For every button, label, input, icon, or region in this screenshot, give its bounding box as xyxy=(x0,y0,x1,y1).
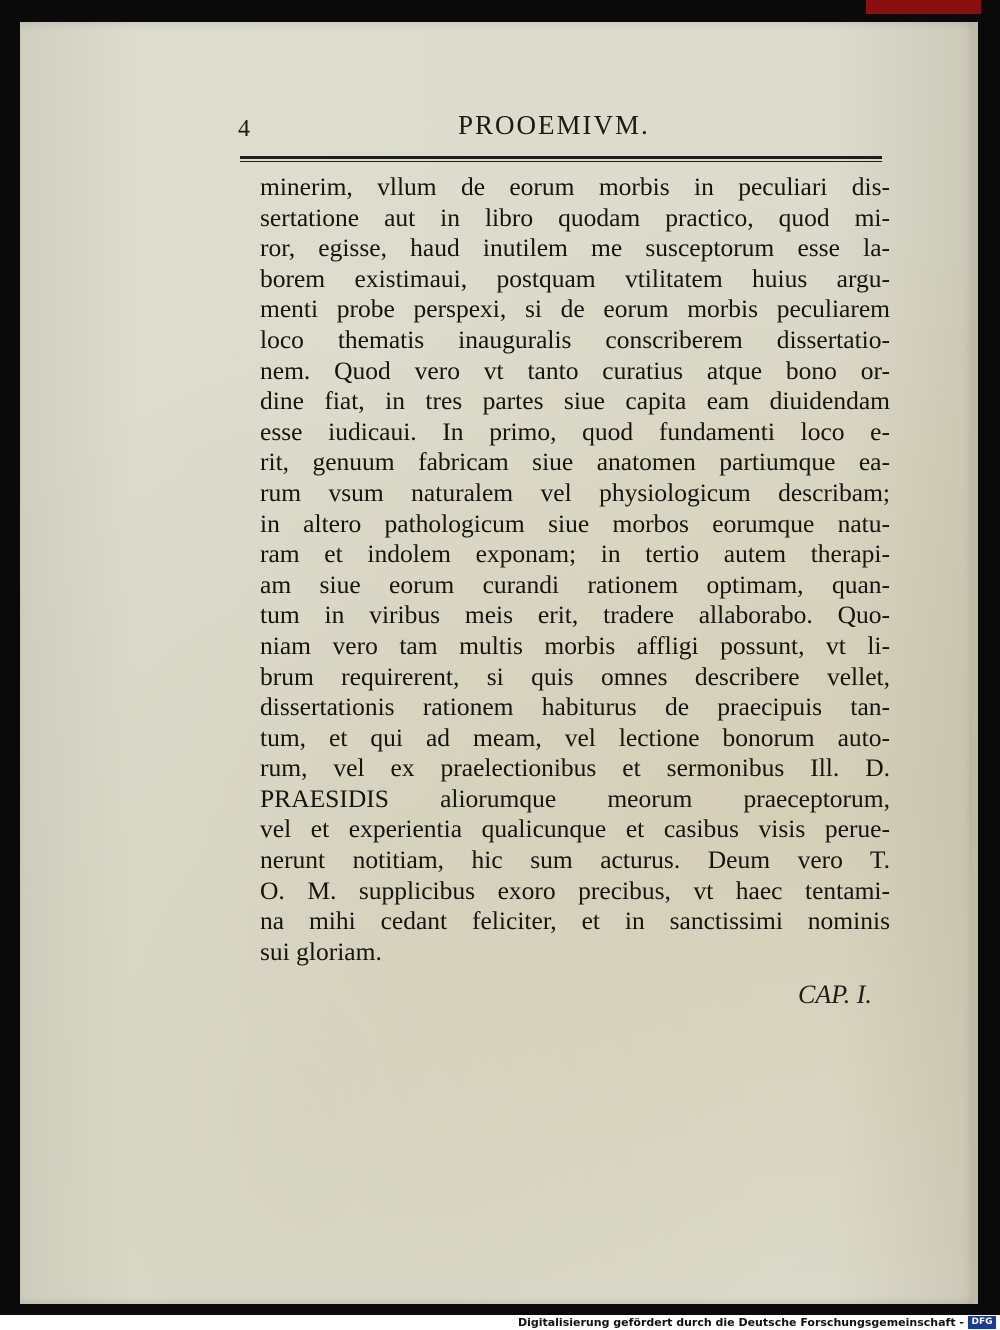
text-line: in altero pathologicum siue morbos eorumque natu- xyxy=(260,508,890,538)
text-line: nerunt notitiam, hic sum acturus. Deum vero T. xyxy=(260,845,890,875)
catchword: CAP. I. xyxy=(798,980,872,1009)
body-text xyxy=(260,172,890,967)
text-line: O. M. supplicibus exoro precibus, vt haec tentami- xyxy=(260,875,890,905)
text-line: minerim, vllum de eorum morbis in peculiari dis- xyxy=(260,172,890,201)
page-header xyxy=(238,102,883,142)
text-line-last: sui gloriam. xyxy=(260,936,382,966)
text-line: rit, genuum fabricam siue anatomen partiumque ea- xyxy=(260,447,890,477)
text-line: borem existimaui, postquam vtilitatem huius argu- xyxy=(260,263,890,293)
digitization-footer xyxy=(0,1315,1000,1330)
text-line: sertatione aut in libro quodam practico, quod mi- xyxy=(260,202,890,232)
text-line: tum, et qui ad meam, vel lectione bonorum auto- xyxy=(260,722,890,752)
text-line: menti probe perspexi, si de eorum morbis peculiarem xyxy=(260,294,890,324)
text-line: tum in viribus meis erit, tradere allaborabo. Quo- xyxy=(260,600,890,630)
footer-credit: Digitalisierung gefördert durch die Deutsche Forschungsgemeinschaft - xyxy=(517,1316,964,1329)
running-head: PROOEMIVM. xyxy=(458,110,650,140)
text-line: brum requirerent, si quis omnes describere vellet, xyxy=(260,661,890,691)
header-rule-thin xyxy=(240,161,882,162)
page-number: 4 xyxy=(238,116,250,142)
text-line: rum vsum naturalem vel physiologicum describam; xyxy=(260,477,890,507)
dfg-logo-icon: DFG xyxy=(968,1316,996,1329)
text-line: ror, egisse, haud inutilem me susceptorum esse la- xyxy=(260,233,890,263)
text-line: dine fiat, in tres partes siue capita eam diuidendam xyxy=(260,386,890,416)
text-line: ram et indolem exponam; in tertio autem therapi- xyxy=(260,539,890,569)
header-rule-thick xyxy=(240,156,882,159)
text-line: rum, vel ex praelectionibus et sermonibus Ill. D. xyxy=(260,753,890,783)
text-line: loco thematis inauguralis conscriberem dissertatio- xyxy=(260,324,890,354)
text-line: vel et experientia qualicunque et casibus visis perue- xyxy=(260,814,890,844)
text-line: am siue eorum curandi rationem optimam, quan- xyxy=(260,569,890,599)
text-line: PRAESIDIS aliorumque meorum praeceptorum, xyxy=(260,783,890,813)
text-line: niam vero tam multis morbis affligi possunt, vt li- xyxy=(260,630,890,660)
page-edge xyxy=(972,22,978,1304)
text-line: na mihi cedant feliciter, et in sanctissimi nominis xyxy=(260,906,890,936)
scan-corner-marker xyxy=(866,0,981,14)
text-line: dissertationis rationem habiturus de praecipuis tan- xyxy=(260,692,890,722)
text-line: esse iudicaui. In primo, quod fundamenti loco e- xyxy=(260,416,890,446)
text-line: nem. Quod vero vt tanto curatius atque bono or- xyxy=(260,355,890,385)
